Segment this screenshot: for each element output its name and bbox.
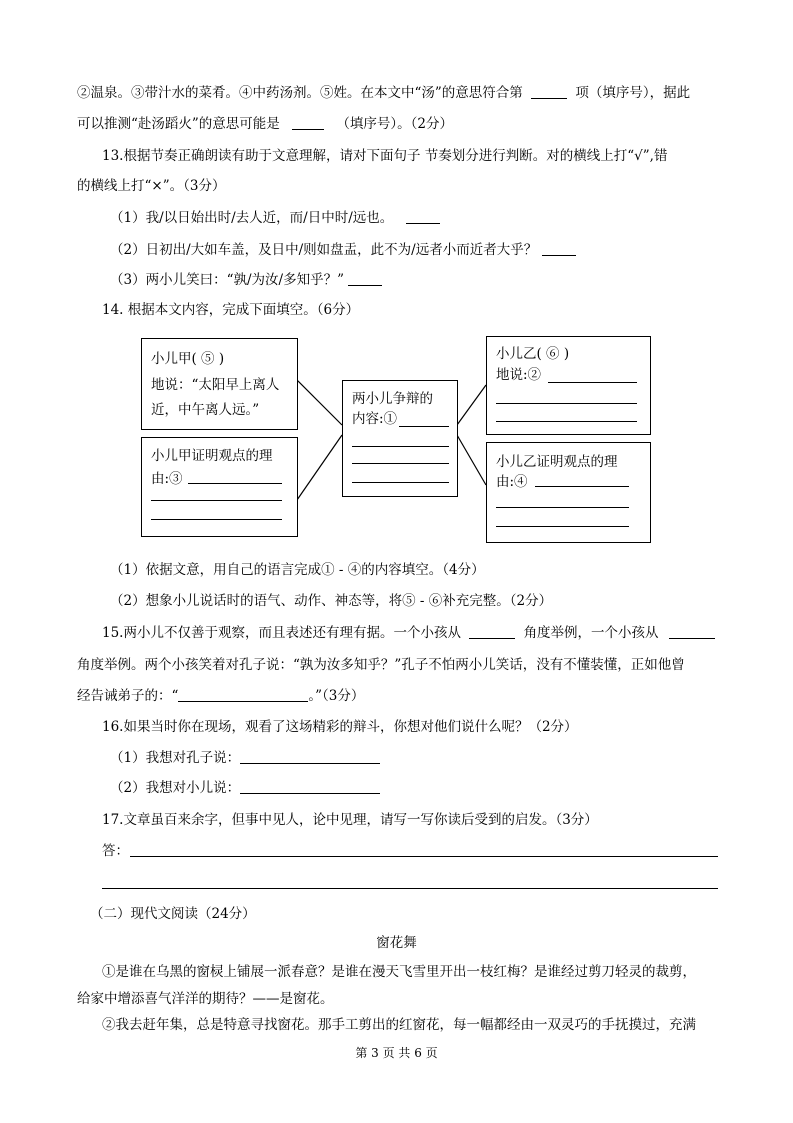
- answer-blank: [240, 779, 380, 794]
- article-title: 窗花舞: [376, 935, 417, 951]
- question-13-item-2: （2）日初出/大如车盖，及日中/则如盘盂，此不为/远者小而近者大乎？: [110, 241, 576, 259]
- question-13-item-1: （1）我/以日始出时/去人近，而/日中时/远也。: [110, 209, 440, 227]
- answer-line: [151, 500, 282, 501]
- section-heading: （二）现代文阅读（24分）: [90, 906, 256, 922]
- answer-label: 答：: [102, 843, 129, 859]
- answer-line: [352, 463, 449, 464]
- connector-line: [457, 435, 486, 485]
- answer-line: [188, 483, 282, 484]
- box-child-a-reason: 小儿甲证明观点的理 由:③: [141, 437, 298, 537]
- answer-line: [496, 526, 629, 527]
- answer-line: [535, 486, 629, 487]
- box-child-b-view: 小儿乙( ⑥ ) 地说:②: [486, 336, 651, 435]
- question-13-cont: 的横线上打“×”。（3分）: [77, 178, 226, 194]
- page-footer: 第 3 页 共 6 页: [355, 1046, 438, 1060]
- connector-line: [457, 385, 486, 425]
- connector-line: [297, 380, 342, 425]
- question-13: 13.根据节奏正确朗读有助于文意理解，请对下面句子 节奏划分进行判断。对的横线上打“√”,错: [102, 148, 668, 164]
- question-15-cont: 经告诫弟子的：“ 。”（3分）: [77, 688, 365, 704]
- question-15-cont: 角度举例。两个小孩笑着对孔子说：“孰为汝多知乎？”孔子不怕两小儿笑话，没有不懂装懂，正如他曾: [77, 657, 685, 673]
- answer-line: [352, 446, 449, 447]
- paragraph: 给家中增添喜气洋洋的期待？——是窗花。: [77, 991, 334, 1007]
- answer-line: [102, 888, 718, 889]
- question-15: 15.两小儿不仅善于观察，而且表述还有理有据。一个小孩从 角度举例，一个小孩从: [102, 624, 715, 642]
- answer-blank: [469, 624, 515, 639]
- text-line: 可以推测“赴汤蹈火”的意思可能是 （填序号）。（2分）: [77, 116, 453, 132]
- answer-blank: [669, 624, 715, 639]
- question-16: 16.如果当时你在现场，观看了这场精彩的辩斗，你想对他们说什么呢？（2分）: [102, 719, 578, 735]
- box-child-a-view: 小儿甲( ⑤ ) 地说：“太阳早上离人 近，中午离人远。”: [141, 338, 298, 430]
- answer-blank: [240, 749, 380, 764]
- box-debate-content: 两小儿争辩的 内容:①: [342, 380, 458, 497]
- paragraph: ①是谁在乌黑的窗棂上铺展一派春意？是谁在漫天飞雪里开出一枝红梅？是谁经过剪刀轻灵的裁剪，: [102, 964, 696, 980]
- paragraph: ②我去赶年集，总是特意寻找窗花。那手工剪出的红窗花，每一幅都经由一双灵巧的手抚摸过，充满: [102, 1017, 696, 1033]
- text-line: ②温泉。③带汁水的菜肴。④中药汤剂。⑤姓。在本文中“汤”的意思符合第 项（填序号），据此: [77, 85, 691, 101]
- question-16-item-1: （1）我想对孔子说：: [110, 749, 380, 767]
- question-14: 14. 根据本文内容，完成下面填空。（6分）: [102, 302, 360, 318]
- question-14-item-2: （2）想象小儿说话时的语气、动作、神态等，将⑤ - ⑥补充完整。（2分）: [110, 593, 553, 609]
- answer-blank: [178, 687, 308, 702]
- question-17: 17.文章虽百来余字，但事中见人，论中见理，请写一写你读后受到的启发。（3分）: [102, 812, 598, 828]
- box-child-b-reason: 小儿乙证明观点的理 由:④: [486, 442, 651, 543]
- answer-line: [352, 482, 449, 483]
- answer-line: [399, 426, 449, 427]
- question-13-item-3: （3）两小儿笑曰：“孰/为汝/多知乎？”: [110, 271, 382, 289]
- answer-line: [496, 507, 629, 508]
- answer-line: [548, 382, 637, 383]
- answer-line: [130, 856, 718, 857]
- question-14-item-1: （1）依据文意，用自己的语言完成① - ④的内容填空。（4分）: [110, 562, 485, 578]
- question-16-item-2: （2）我想对小儿说：: [110, 779, 380, 797]
- connector-line: [297, 435, 342, 500]
- answer-line: [151, 519, 282, 520]
- answer-line: [496, 403, 637, 404]
- answer-line: [496, 421, 637, 422]
